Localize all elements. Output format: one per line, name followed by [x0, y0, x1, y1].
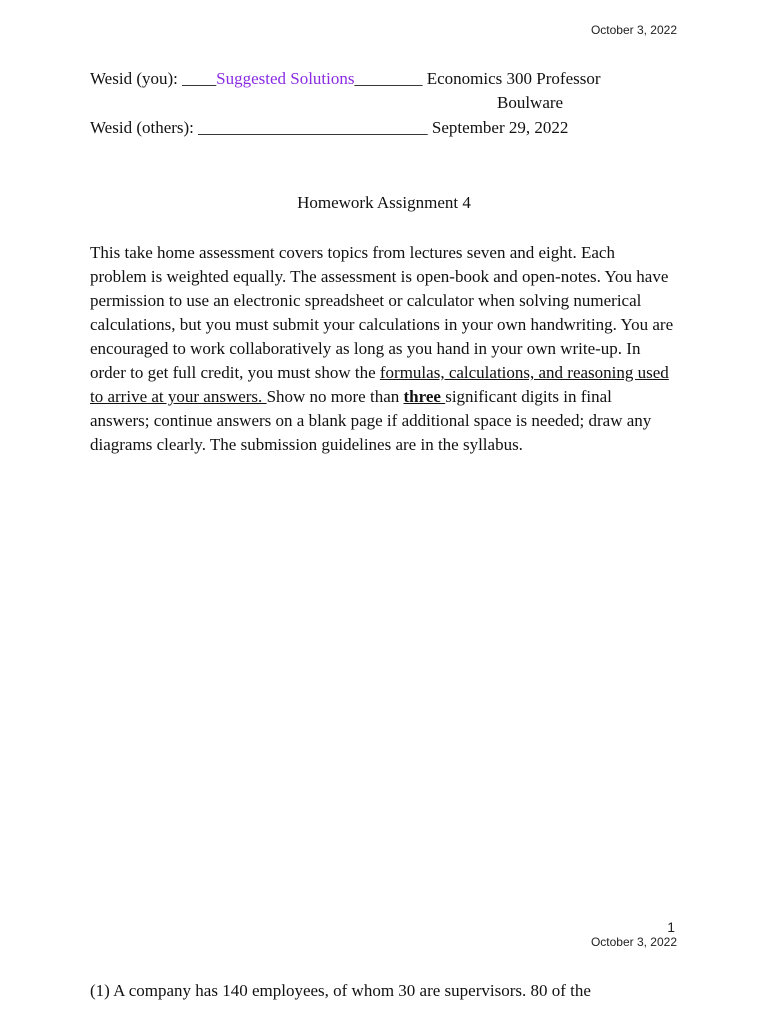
assignment-title: Homework Assignment 4	[297, 193, 471, 212]
instructions-part-1: This take home assessment covers topics from lectures seven and eight. Each problem is weighted equally. The assessment is open-book and open-notes. You have permission to use an electronic spreadsheet or calculator when solving numerical calculations, but you must submit your calculations in your own handwriting. You are encouraged to work collaboratively as long as you hand in your own write-up. In order to get full credit, you must show the	[90, 243, 674, 382]
wesid-others-label: Wesid (others):	[90, 118, 199, 137]
due-date: September 29, 2022	[427, 118, 569, 137]
wesid-others-line	[90, 118, 568, 138]
wesid-others-blank: ___________________________	[198, 118, 428, 137]
wesid-you-value: Suggested Solutions	[216, 69, 355, 88]
instructions-part-2: Show no more than	[266, 387, 404, 406]
instructions-underlined: formulas, calculations, and reasoning used to arrive at your answers.	[90, 363, 669, 406]
course-name: Economics 300 Professor	[422, 69, 601, 88]
wesid-you-label: Wesid (you):	[90, 69, 183, 88]
wesid-you-line	[90, 69, 601, 89]
professor-name: Boulware	[497, 93, 564, 112]
instructions-part-3: significant digits in final answers; continue answers on a blank page if additional space is needed; draw any diagrams clearly. The submission guidelines are in the syllabus.	[90, 387, 652, 454]
instructions-paragraph	[90, 241, 675, 457]
page-number: 1	[667, 919, 675, 935]
header-date: October 3, 2022	[590, 23, 677, 37]
instructions-bold-underlined: three	[403, 387, 446, 406]
problem-1-text: (1) A company has 140 employees, of whom 30 are supervisors. 80 of the	[90, 981, 591, 1000]
wesid-you-blank-after: ________	[354, 69, 423, 88]
header-date-next-page: October 3, 2022	[590, 935, 677, 949]
wesid-you-blank-before: ____	[182, 69, 217, 88]
